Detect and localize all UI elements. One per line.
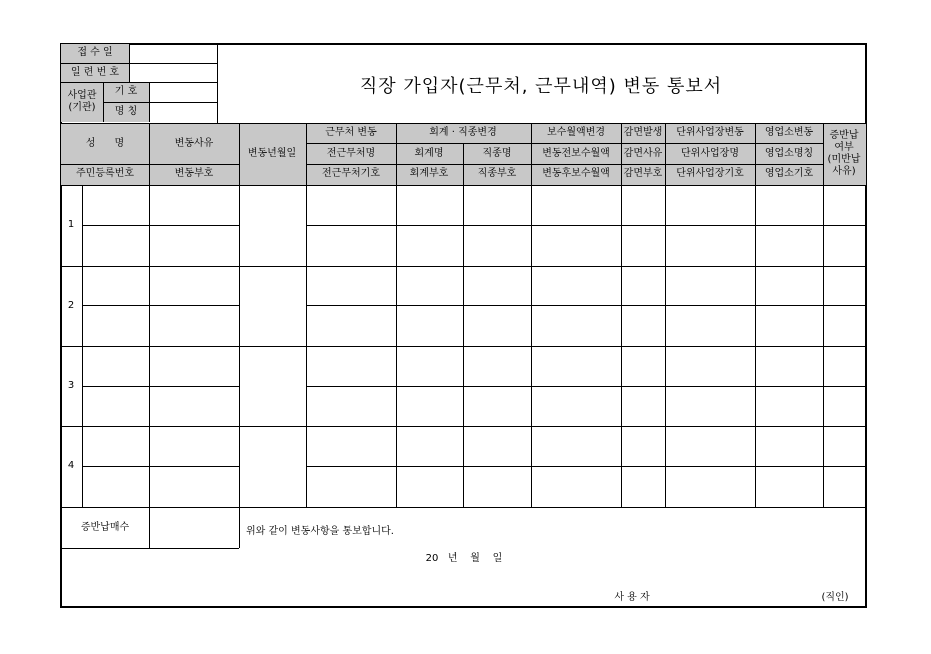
header-change-date: 변동년월일 [247,148,297,159]
header-change-reason: 변동사유 [174,138,214,149]
serial-no-field[interactable] [130,64,217,82]
header-unit-business-name: 단위사업장명 [681,148,739,159]
header-account-code: 회계부호 [409,168,449,179]
row-number-1: 1 [67,219,75,230]
business-name-field[interactable] [150,103,217,123]
header-job-name: 직종명 [482,148,512,159]
table-row[interactable] [83,186,866,266]
header-account-job-change: 회계 · 직종변경 [429,127,497,138]
header-job-code: 직종부호 [477,168,517,179]
header-unit-business-change: 단위사업장변동 [676,127,744,138]
form-title: 직장 가입자(근무처, 근무내역) 변동 통보서 [359,76,723,97]
header-reduction-reason: 감면사유 [623,148,663,159]
code-label: 기 호 [114,86,138,97]
header-resident-no: 주민등록번호 [76,168,134,179]
header-sales-office-name: 영업소명칭 [764,148,814,159]
header-prev-workplace-code: 전근무처기호 [322,168,380,179]
header-unit-business-code: 단위사업장기호 [676,168,744,179]
row-number-4: 4 [67,460,75,471]
header-certificate-return: 증반납 여부 (미반납 사유) [827,130,861,177]
header-name: 성 명 [85,138,125,149]
row-number-3: 3 [67,380,75,391]
name-label: 명 칭 [114,106,138,117]
header-salary-after: 변동후보수월액 [542,168,610,179]
header-workplace-change: 근무처 변동 [325,127,377,138]
cert-return-count-label: 증반납매수 [80,522,130,533]
header-change-code: 변동부호 [174,168,214,179]
table-row[interactable] [83,427,866,507]
cert-return-count-field[interactable] [150,508,239,548]
header-salary-before: 변동전보수월액 [542,148,610,159]
header-sales-office-change: 영업소변동 [764,127,814,138]
header-salary-change: 보수월액변경 [547,127,605,138]
header-prev-workplace-name: 전근무처명 [326,148,376,159]
date-line: 20 년 월 일 [425,553,503,564]
seal-label: (직인) [821,592,849,603]
header-sales-office-code: 영업소기호 [764,168,814,179]
table-row[interactable] [83,267,866,346]
serial-no-label: 일 련 번 호 [70,67,120,78]
receipt-date-label: 접 수 일 [77,47,113,58]
table-row[interactable] [83,347,866,426]
notice-text: 위와 같이 변동사항을 통보합니다. [246,526,394,537]
header-reduction-occurs: 감면발생 [623,127,663,138]
business-label: 사업관 (기관) [67,90,97,113]
header-reduction-code: 감면부호 [623,168,663,179]
row-number-2: 2 [67,300,75,311]
business-code-field[interactable] [150,83,217,102]
header-account-name: 회계명 [414,148,444,159]
employer-label: 사 용 자 [614,592,650,603]
receipt-date-field[interactable] [130,44,217,63]
